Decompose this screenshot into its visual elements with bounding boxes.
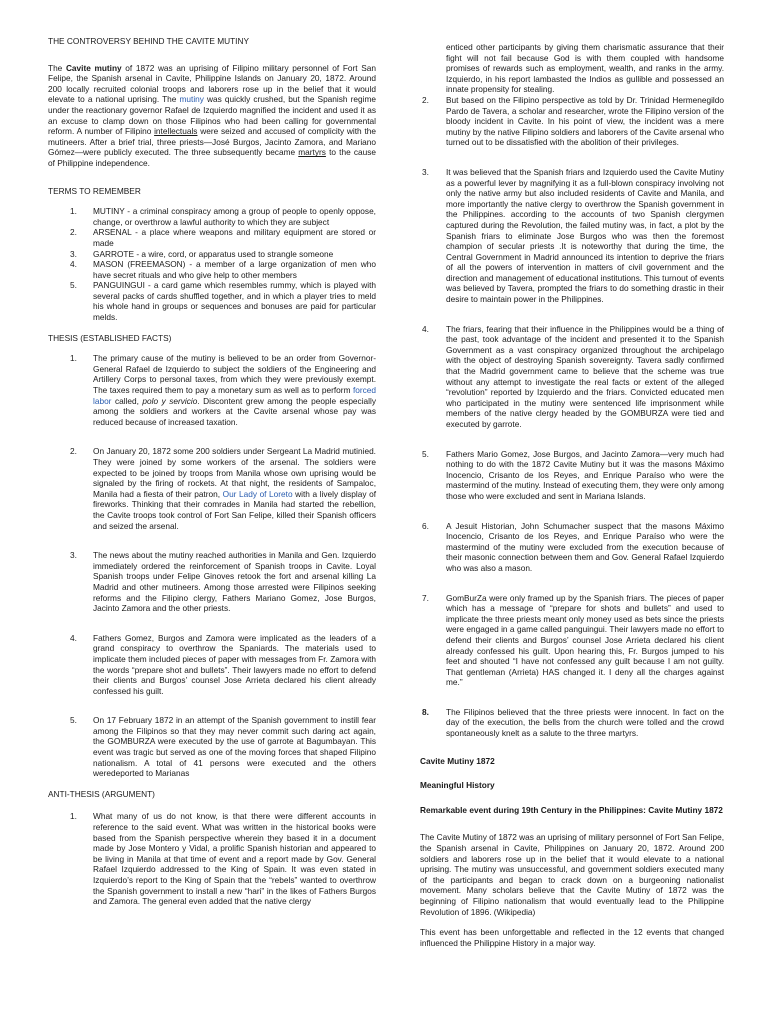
left-column — [48, 36, 376, 907]
list-item — [420, 324, 724, 430]
item-text: But based on the Filipino perspective as told by Dr. Trinidad Hermenegildo Pardo de Tavera, a scholar and researcher, wrote the Filipino version of the bloody incident in Cavite. In his point of view, the incident was a mere mutiny by the native Filipino soldiers and laborers of the Cavite arsenal who turned out to be dissatisfied with the abolition of their privileges. — [446, 94, 724, 148]
intro-paragraph — [48, 63, 376, 169]
terms-heading: TERMS TO REMEMBER — [48, 185, 141, 196]
item-text: . Discontent grew among the people especially among the soldiers and workers at the Cavite arsenal whose pay was reduced because of increased taxation. — [93, 395, 376, 427]
closing-paragraph: This event has been unforgettable and reflected in the 12 events that changed influenced the Philippine History in a major way. — [420, 927, 724, 948]
forced-labor-link[interactable]: forced labor — [93, 385, 376, 406]
item-number: 2. — [70, 227, 77, 238]
item-text: Fathers Mario Gomez, Jose Burgos, and Jacinto Zamora—very much had nothing to do with the 1872 Cavite Mutiny but it was the masons Máximo Inocencio, Crisanto de los Reyes, and Enrique Paraíso who were the mastermind of the mutiny. Instead of executing them, they were only among those who were excluded and sent in Mariana Islands. — [446, 448, 724, 501]
intro-text-1: The — [48, 62, 66, 73]
item-text: The primary cause of the mutiny is believed to be an order from Governor-General Rafael de Izquierdo to subject the soldiers of the Engineering and Artillery Corps to personal taxes, from which they were previously exempt. The taxes required them to pay a monetary sum as well as to perform — [93, 353, 376, 396]
section-heading-remarkable-event: Remarkable event during 19th Century in the Philippines: Cavite Mutiny 1872 — [420, 804, 723, 815]
item-number: 2. — [422, 94, 429, 105]
item-number: 3. — [70, 550, 77, 561]
item-number: 1. — [70, 206, 77, 217]
martyrs-link[interactable]: martyrs — [298, 147, 326, 158]
intro-text-2: of 1872 was an uprising of Filipino military personnel of Fort San Felipe, the Spanish arsenal in Cavite, Philippine Islands on January 20, 1872. Around 200 locally recruited colonial troops and laborers rose up in the belief that it would elevate to a national uprising. The — [48, 62, 376, 105]
list-item — [420, 95, 724, 148]
summary-paragraph: The Cavite Mutiny of 1872 was an uprising of military personnel of Fort San Felipe, the Spanish arsenal in Cavite, Philippines on January 20, 1872. Around 200 soldiers and laborers rose up in the belief that it would elevate to a national uprising. The mutiny was unsuccessful, and government soldiers executed many of the participants and began to crack down on a burgeoning nationalist movement. Many scholars believe that the Cavite Mutiny of 1872 was the beginning of Filipino nationalism that would eventually lead to the Philippine Revolution of 1896. (Wikipedia) — [420, 832, 724, 917]
intro-text-5: to the cause of Philippine independence. — [48, 147, 376, 168]
item-text: ARSENAL - a place where weapons and military equipment are stored or made — [93, 227, 376, 248]
list-item — [48, 353, 376, 427]
document-title: THE CONTROVERSY BEHIND THE CAVITE MUTINY — [48, 36, 249, 46]
right-column — [420, 42, 724, 948]
item-number: 3. — [70, 248, 77, 259]
item-text: Fathers Gomez, Burgos and Zamora were implicated as the leaders of a grand conspiracy to overthrow the Spaniards. The materials used to implicate them included pieces of paper with messages from Fr. Zamora with the words “prepare shot and bullets”. Their lawyers made no effort to defend their clients and Burgos’ counsel Jose Arrieta declared his client already confessed his guilt. — [93, 632, 376, 696]
item-number: 5. — [70, 280, 77, 291]
item-text: The news about the mutiny reached authorities in Manila and Gen. Izquierdo immediately ordered the reinforcement of Spanish troops in Cavite. Loyal Spanish troops under Felipe Ginoves retook the fort and arsenal killing La Madrid and other mutineers. Among those arrested were Filipinos seeking reforms and the Filipino clergy, Fathers Mariano Gomez, Jose Burgos, Jacinto Zamora and the other priests. — [93, 550, 376, 614]
item-text: A Jesuit Historian, John Schumacher suspect that the masons Máximo Inocencio, Crisanto de los Reyes, and Enrique Paraíso who were the mastermind of the mutiny were excluded from the execution because of their masonic connection between them and Gov. General Rafael Izquierdo who was also a mason. — [446, 520, 724, 573]
list-item — [48, 550, 376, 614]
list-item — [420, 167, 724, 305]
intro-term: Cavite mutiny — [65, 62, 122, 73]
item-number: 6. — [422, 520, 429, 531]
thesis-list — [48, 353, 376, 779]
item-text: On January 20, 1872 some 200 soldiers under Sergeant La Madrid mutinied. They were joined by some workers of the arsenal. The soldiers were expected to be joined by troops from Manila whose own uprising would be signaled by the firing of rockets. At that night, the residents of Sampaloc, Manila had a fiesta of their patron, — [93, 446, 376, 499]
item-text: with a lively display of fireworks. Thinking that their comrades in Manila had started the rebellion, the Cavite troops took control of Fort San Felipe, killed their Spanish officers and seized the arsenal. — [93, 488, 376, 531]
antithesis-list — [48, 811, 376, 906]
item-number: 4. — [422, 323, 429, 334]
list-item — [48, 280, 376, 322]
section-heading-cavite-mutiny: Cavite Mutiny 1872 — [420, 755, 495, 766]
list-item — [420, 449, 724, 502]
list-item — [48, 249, 376, 260]
item-text: PANGUINGUI - a card game which resembles rummy, which is played with several packs of cards shuffled together, and in which a player tries to meld his whole hand in groups or sequences and bonuses are paid for particular melds. — [93, 280, 376, 323]
list-item — [420, 707, 724, 739]
list-item — [48, 259, 376, 280]
intro-text-3: was quickly crushed, but the Spanish regime under the reactionary governor Rafael de Izquierdo magnified the incident and used it as an excuse to clamp down on those Filipinos who had been calling for governmental reform. A number of Filipino — [48, 94, 376, 137]
section-heading-meaningful-history: Meaningful History — [420, 780, 495, 791]
item-text: MASON (FREEMASON) - a member of a large organization of men who have secret rituals and who give help to other members — [93, 259, 376, 280]
list-item — [420, 521, 724, 574]
item-number: 5. — [422, 448, 429, 459]
terms-list — [48, 206, 376, 323]
intellectuals-link[interactable]: intellectuals — [154, 126, 198, 137]
list-item — [420, 593, 724, 688]
item-text: On 17 February 1872 in an attempt of the Spanish government to instill fear among the Filipinos so that they may never commit such daring act again, the GOMBURZA were executed by the use of garrote at Bagumbayan. This event was tragic but served as one of the moving forces that shaped Filipino nationalism. A total of 41 persons were executed and the others weredeported to Marianas — [93, 715, 376, 779]
item-emphasis: polo y servicio — [142, 395, 198, 406]
item-text: GARROTE - a wire, cord, or apparatus used to strangle someone — [93, 248, 334, 259]
item-text: What many of us do not know, is that there were different accounts in reference to the said event. What was written in the historical books were based from the Spanish perspective wherein they based it in a document made by Jose Montero y Vidal, a prolific Spanish historian and appeared to be living in Manila at that time of event and a report made by Gov. General Rafael Izquierdo addressed to the King of Spain. It was even stated in Izquierdo’s report to the King of Spain that the “rebels” wanted to overthrow the Spanish government to install a new “hari” in the likes of Fathers Burgos and Zamora. The general even added that the native clergy — [93, 811, 376, 907]
item-text: called, — [111, 395, 143, 406]
antithesis-heading: ANTI-THESIS (ARGUMENT) — [48, 788, 155, 799]
item-number: 5. — [70, 715, 77, 726]
item-number: 8. — [422, 706, 429, 717]
item-text: MUTINY - a criminal conspiracy among a group of people to openly oppose, change, or overthrow a lawful authority to which they are subject — [93, 206, 376, 227]
item-text: It was believed that the Spanish friars and Izquierdo used the Cavite Mutiny as a powerful lever by magnifying it as a full-blown conspiracy involving not only the native army but also included residents of Cavite and Manila, and more importantly the native clergy to overthrow the Spanish government in the Philippines. according to the accounts of two Spanish clergymen captured during the Revolution, the failed mutiny was, in fact, a plot by the Spanish friars to eliminate Jose Burgos who was then the foremost champion of secular priests .It is noteworthy that during the time, the Central Government in Madrid announced its intention to deprive the friars of all the powers of intervention in matters of civil government and the direction and management of educational institutions. This turnout of events was believed by Tavera, prompted the friars to do something drastic in their desire to maintain power in the Philippines. — [446, 166, 724, 305]
item-text: GomBurZa were only framed up by the Spanish friars. The pieces of paper which has a message of “prepare for shots and bullets” and used to implicate the three priests meant only money used as bets since the priests were engaged in a game called panguingui. Their lawyers made no effort to defend their clients and Burgos’ counsel Jose Arrieta declared his client already confessed his guilt. Upon hearing this, Fr. Burgos jumped to his feet and shouted “I have not confessed any guilt because I am not guilty. That gentleman (Arrieta) HAS changed it. I deny all the charges against me.” — [446, 592, 724, 688]
item-number: 7. — [422, 592, 429, 603]
list-item — [48, 633, 376, 697]
item-number: 4. — [70, 259, 77, 270]
item-number: 2. — [70, 446, 77, 457]
list-item — [48, 206, 376, 227]
our-lady-of-loreto-link[interactable]: Our Lady of Loreto — [222, 488, 293, 499]
thesis-heading: THESIS (ESTABLISHED FACTS) — [48, 332, 172, 343]
item-number: 3. — [422, 166, 429, 177]
item-number: 1. — [70, 811, 77, 822]
item-text: The friars, fearing that their influence in the Philippines would be a thing of the past, took advantage of the incident and presented it to the Spanish Government as a vast conspiracy organized throughout the archipelago with the object of destroying Spanish sovereignty. Tavera sadly confirmed that the Madrid government came to believe that the scheme was true without any attempt to investigate the real facts or extent of the alleged “revolution” reported by Izquierdo and the friars. Convicted educated men who participated in the mutiny were sentenced life imprisonment while members of the native clergy headed by the GOMBURZA were tied and executed by garrote. — [446, 323, 724, 429]
item-number: 4. — [70, 632, 77, 643]
list-item — [48, 446, 376, 531]
mutiny-link[interactable]: mutiny — [179, 94, 204, 105]
continuation-paragraph: enticed other participants by giving them charismatic assurance that their fight will not fail because God is with them coupled with handsome promises of rewards such as employment, wealth, and ranks in the army. Izquierdo, in his report lambasted the Indios as gullible and possessed an innate propensity for stealing. — [446, 42, 724, 95]
list-item — [48, 715, 376, 779]
item-text: The Filipinos believed that the three priests were innocent. In fact on the day of the execution, the bells from the church were tolled and the crowd spontaneously knelt as a salute to the three martyrs. — [446, 706, 724, 739]
item-number: 1. — [70, 353, 77, 364]
list-item — [48, 227, 376, 248]
intro-text-4: were seized and accused of complicity with the mutineers. After a brief trial, three priests—José Burgos, Jacinto Zamora, and Mariano Gómez—were publicly executed. The three subsequently became — [48, 126, 376, 158]
list-item — [48, 811, 376, 906]
antithesis-continued-list — [420, 95, 724, 739]
